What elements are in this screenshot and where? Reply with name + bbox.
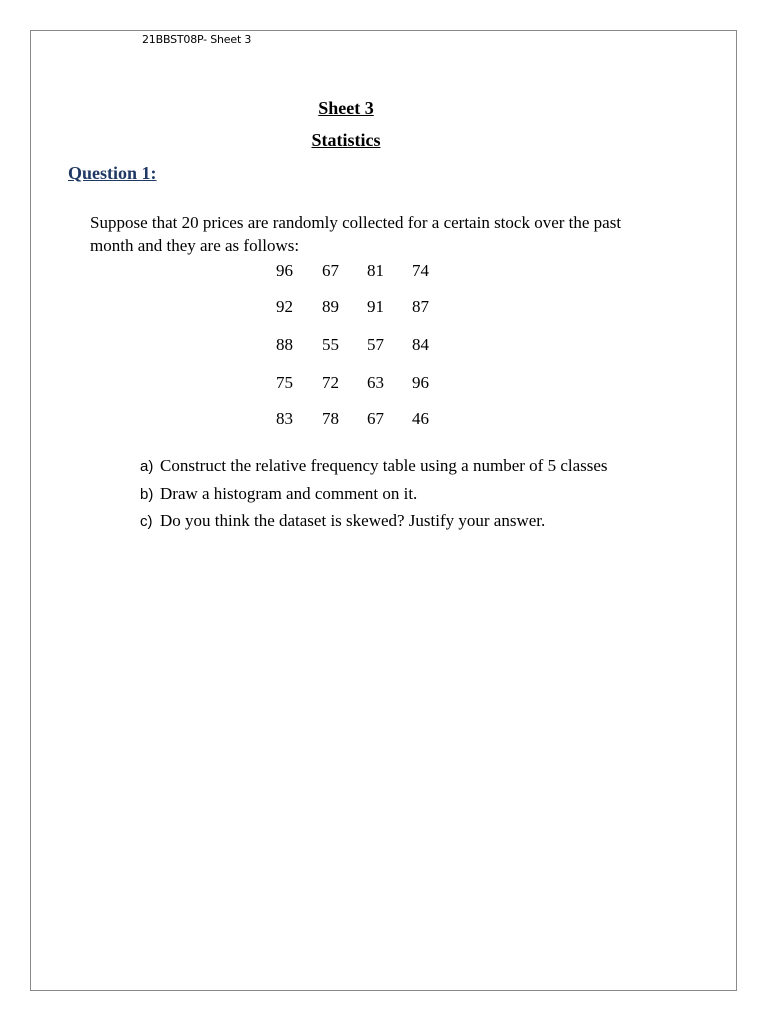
data-cell: 87	[412, 297, 429, 316]
data-cell: 74	[412, 261, 429, 280]
question-heading: Question 1:	[68, 163, 157, 183]
task-letter: b)	[140, 485, 154, 503]
data-cell: 89	[322, 297, 339, 316]
sheet-title: Sheet 3	[318, 98, 374, 118]
data-cell: 78	[322, 409, 339, 428]
task-item	[140, 456, 608, 484]
data-cell: 46	[412, 409, 429, 428]
data-cell: 63	[367, 373, 384, 392]
data-cell: 55	[322, 335, 339, 354]
task-item	[140, 484, 608, 512]
header-code: 21BBST08P- Sheet 3	[142, 33, 252, 46]
task-letter: a)	[140, 458, 154, 475]
subject-title: Statistics	[311, 130, 381, 150]
data-cell: 81	[367, 261, 384, 280]
task-text: Construct the relative frequency table using a number of 5 classes	[160, 456, 608, 475]
task-text: Do you think the dataset is skewed? Justify your answer.	[160, 511, 546, 530]
data-cell: 96	[276, 261, 293, 280]
data-cell: 84	[412, 335, 429, 354]
task-letter: c)	[140, 513, 153, 530]
question-intro: Suppose that 20 prices are randomly collected for a certain stock over the past month and they are as follows:	[90, 213, 622, 255]
data-cell: 67	[322, 261, 339, 280]
data-cell: 88	[276, 335, 293, 354]
data-cell: 67	[367, 409, 384, 428]
task-item	[140, 511, 608, 539]
data-cell: 75	[276, 373, 293, 392]
data-cell: 57	[367, 335, 384, 354]
data-cell: 83	[276, 409, 293, 428]
task-list	[140, 456, 608, 539]
data-cell: 72	[322, 373, 339, 392]
task-text: Draw a histogram and comment on it.	[160, 483, 418, 503]
data-cell: 92	[276, 297, 293, 316]
data-cell: 91	[367, 297, 384, 316]
data-cell: 96	[412, 373, 429, 392]
